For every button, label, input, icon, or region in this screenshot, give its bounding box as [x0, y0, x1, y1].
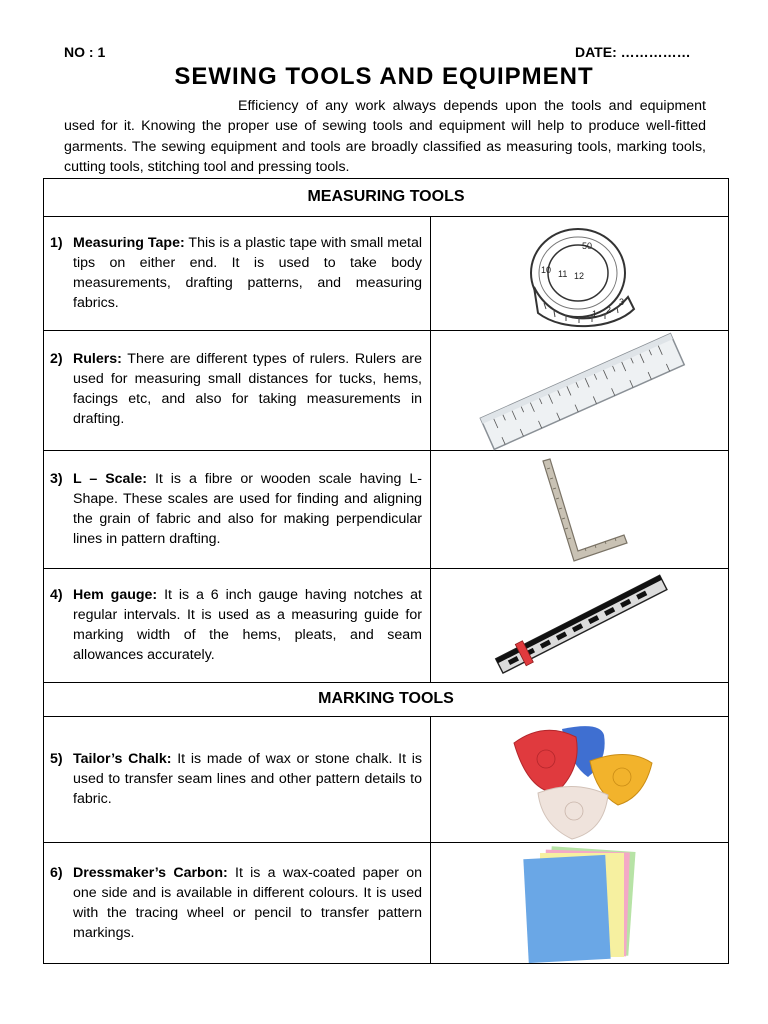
item-number: 1) [50, 235, 63, 251]
table-row [44, 717, 728, 843]
tape-mark: 11 [558, 269, 568, 279]
date-field: DATE: …………… [575, 44, 691, 60]
item-text [50, 233, 422, 313]
item-number: 5) [50, 751, 63, 767]
item-text [50, 349, 422, 429]
tape-mark: 3 [619, 297, 625, 307]
sheet-number: NO : 1 [64, 44, 106, 60]
column-divider [430, 217, 431, 683]
carbon-paper-image [520, 845, 642, 963]
tape-mark: 50 [582, 241, 593, 251]
tape-mark: 1 [592, 309, 598, 319]
item-text [50, 469, 422, 549]
l-scale-image [538, 457, 634, 563]
intro-paragraph: Efficiency of any work always depends upon the tools and equipment used for it. Knowing the proper use of sewing tools and equipment will help to produce well-fitted garments. The sewing equipment and tools are broadly classified as measuring tools, marking tools, cutting tools, stitching tool and pressing tools. [64, 98, 706, 175]
measuring-tape-image [524, 217, 636, 331]
item-name: Dressmaker’s Carbon: [73, 865, 228, 881]
item-number: 2) [50, 351, 63, 367]
table-row [44, 217, 728, 331]
table-row [44, 451, 728, 569]
item-name: Rulers: [73, 351, 122, 367]
table-row [44, 569, 728, 683]
item-name: L – Scale: [73, 471, 147, 487]
table-row [44, 331, 728, 451]
item-name: Tailor’s Chalk: [73, 751, 172, 767]
column-divider [430, 717, 431, 963]
ruler-image [470, 331, 692, 451]
section-header-measuring [44, 179, 728, 217]
tape-mark: 2 [606, 305, 612, 315]
item-text [50, 585, 422, 665]
tape-mark: 12 [574, 271, 585, 281]
item-text [50, 863, 422, 943]
section-title: MEASURING TOOLS [307, 188, 465, 205]
section-title: MARKING TOOLS [318, 690, 454, 707]
table-row [44, 843, 728, 963]
item-description: It is a 6 inch gauge having notches at regular intervals. It is used as a measuring guide for marking width of the hems, pleats, and seam allowances accurately. [73, 587, 423, 663]
tools-table [43, 178, 729, 964]
item-text [50, 749, 422, 809]
section-header-marking [44, 683, 728, 717]
hem-gauge-image [484, 571, 676, 681]
tape-mark: 10 [541, 265, 552, 275]
item-description: It is a wax-coated paper on one side and is available in different colours. It is used with the tracing wheel or pencil to transfer pattern markings. [73, 865, 422, 941]
item-description: There are different types of rulers. Rulers are used for measuring small distances for tucks, hems, facings etc, and also for taking measurements in drafting. [73, 351, 422, 427]
item-description: It is made of wax or stone chalk. It is used to transfer seam lines and other pattern details to fabric. [73, 751, 422, 807]
item-description: This is a plastic tape with small metal tips on either end. It is used to take body measurements, drafting patterns, and measuring fabrics. [73, 235, 422, 311]
item-name: Hem gauge: [73, 587, 158, 603]
item-description: It is a fibre or wooden scale having L-Shape. These scales are used for finding and aligning the grain of fabric and also for making perpendicular lines in pattern drafting. [73, 471, 423, 547]
tailors-chalk-image [504, 721, 656, 841]
item-number: 3) [50, 471, 63, 487]
item-number: 6) [50, 865, 63, 881]
page-title: SEWING TOOLS AND EQUIPMENT [174, 63, 594, 90]
item-number: 4) [50, 587, 63, 603]
item-name: Measuring Tape: [73, 235, 185, 251]
